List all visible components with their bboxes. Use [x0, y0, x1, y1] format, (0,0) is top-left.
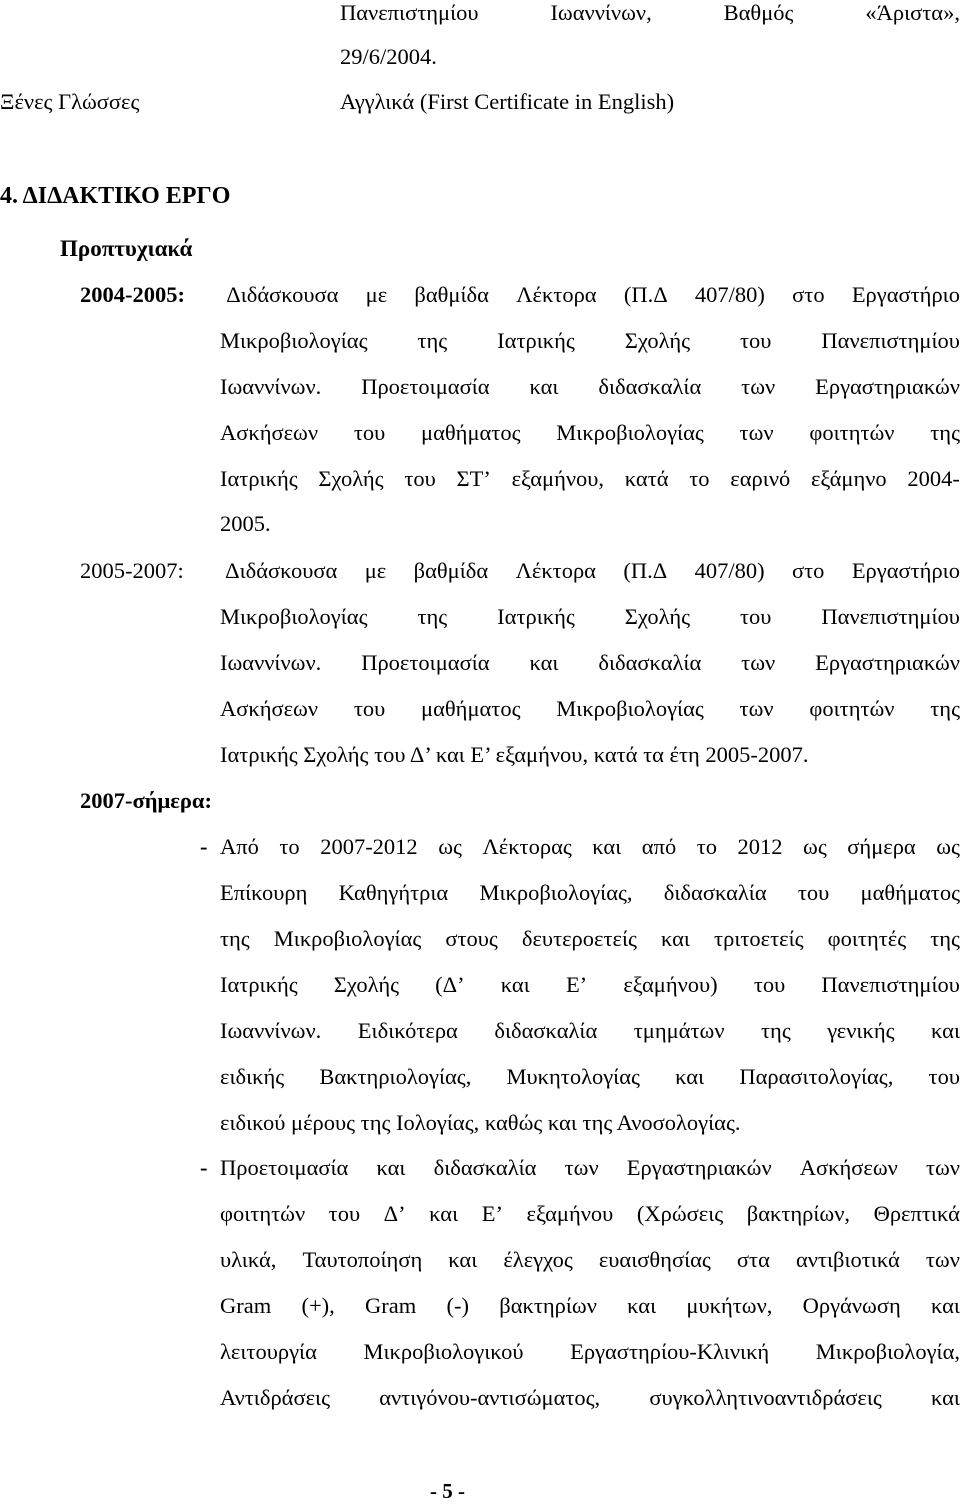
- entry1-line-5: Ιατρικής Σχολής του ΣΤ’ εξαμήνου, κατά το εαρινό εξάμηνο 2004-: [220, 466, 960, 491]
- entry1-word: 407/80): [694, 282, 765, 307]
- entry1-line-6: 2005.: [220, 511, 271, 536]
- page-number: - 5 -: [430, 1479, 465, 1503]
- top-line-1: [340, 0, 960, 26]
- entry3-b1-line-4: Ιατρικής Σχολής (Δ’ και Ε’ εξαμήνου) του Πανεπιστημίου: [220, 972, 960, 997]
- entry1-line-2: Μικροβιολογίας της Ιατρικής Σχολής του Πανεπιστημίου: [220, 328, 960, 353]
- entry3-b1-line-2: Επίκουρη Καθηγήτρια Μικροβιολογίας, διδασκαλία του μαθήματος: [220, 880, 960, 905]
- entry2-word: στο: [792, 558, 825, 583]
- entry1-word: (Π.Δ: [623, 282, 668, 307]
- entry1-word: Λέκτορα: [516, 282, 597, 307]
- entry2-line-5: Ιατρικής Σχολής του Δ’ και Ε’ εξαμήνου, κατά τα έτη 2005-2007.: [220, 742, 809, 767]
- top-word: Ιωαννίνων,: [550, 0, 652, 25]
- entry2-word: Εργαστήριο: [851, 558, 960, 583]
- entry1-line-4: Ασκήσεων του μαθήματος Μικροβιολογίας των φοιτητών της: [220, 420, 960, 445]
- bullet-2: -: [200, 1155, 208, 1180]
- entry1-first-line: [80, 282, 960, 308]
- entry1-word: βαθμίδα: [414, 282, 489, 307]
- entry1-label: 2004-2005:: [80, 282, 185, 307]
- entry2-word: Διδάσκουσα: [225, 558, 338, 583]
- entry1-word: στο: [792, 282, 825, 307]
- entry2-word: (Π.Δ: [623, 558, 668, 583]
- entry1-word: με: [365, 282, 388, 307]
- entry3-b2-line-1: Προετοιμασία και διδασκαλία των Εργαστηριακών Ασκήσεων των: [220, 1155, 960, 1180]
- entry3-b1-line-1: Από το 2007-2012 ως Λέκτορας και από το 2012 ως σήμερα ως: [220, 834, 960, 859]
- entry2-line-3: Ιωαννίνων. Προετοιμασία και διδασκαλία των Εργαστηριακών: [220, 650, 960, 675]
- entry2-word: βαθμίδα: [413, 558, 489, 583]
- entry3-b1-line-3: της Μικροβιολογίας στους δευτεροετείς και τριτοετείς φοιτητές της: [220, 926, 960, 951]
- entry2-word: Λέκτορα: [515, 558, 596, 583]
- entry3-b1-line-7: ειδικού μέρους της Ιολογίας, καθώς και της Ανοσολογίας.: [220, 1110, 741, 1135]
- section-subtitle: Προπτυχιακά: [60, 236, 193, 261]
- entry2-label: 2005-2007:: [80, 558, 184, 583]
- entry1-word: Διδάσκουσα: [226, 282, 339, 307]
- entry2-line-4: Ασκήσεων του μαθήματος Μικροβιολογίας των φοιτητών της: [220, 696, 960, 721]
- entry3-label: 2007-σήμερα:: [80, 788, 212, 813]
- entry3-b2-line-2: φοιτητών του Δ’ και Ε’ εξαμήνου (Χρώσεις βακτηρίων, Θρεπτικά: [220, 1201, 960, 1226]
- entry2-word: 407/80): [694, 558, 765, 583]
- entry3-b2-line-4: Gram (+), Gram (-) βακτηρίων και μυκήτων, Οργάνωση και: [220, 1293, 960, 1318]
- languages-label: Ξένες Γλώσσες: [0, 89, 140, 114]
- entry1-word: Εργαστήριο: [851, 282, 960, 307]
- entry3-b2-line-5: λειτουργία Μικροβιολογικού Εργαστηρίου-Κλινική Μικροβιολογία,: [220, 1339, 960, 1364]
- section-title: 4. ΔΙΔΑΚΤΙΚΟ ΕΡΓΟ: [0, 183, 231, 209]
- entry3-b1-line-5: Ιωαννίνων. Ειδικότερα διδασκαλία τμημάτων της γενικής και: [220, 1018, 960, 1043]
- entry1-line-3: Ιωαννίνων. Προετοιμασία και διδασκαλία των Εργαστηριακών: [220, 374, 960, 399]
- top-word: Πανεπιστημίου: [340, 0, 479, 25]
- bullet-1: -: [200, 834, 208, 859]
- entry3-b2-line-6: Αντιδράσεις αντιγόνου-αντισώματος, συγκολλητινοαντιδράσεις και: [220, 1385, 960, 1410]
- top-word: «Άριστα»,: [865, 0, 960, 25]
- top-line-2: 29/6/2004.: [340, 44, 437, 69]
- entry2-first-line: [80, 558, 960, 584]
- entry3-b1-line-6: ειδικής Βακτηριολογίας, Μυκητολογίας και Παρασιτολογίας, του: [220, 1064, 960, 1089]
- entry2-word: με: [364, 558, 387, 583]
- top-word: Βαθμός: [723, 0, 794, 25]
- entry3-b2-line-3: υλικά, Ταυτοποίηση και έλεγχος ευαισθησίας στα αντιβιοτικά των: [220, 1247, 960, 1272]
- entry2-line-2: Μικροβιολογίας της Ιατρικής Σχολής του Πανεπιστημίου: [220, 604, 960, 629]
- languages-value: Αγγλικά (First Certificate in English): [340, 89, 675, 114]
